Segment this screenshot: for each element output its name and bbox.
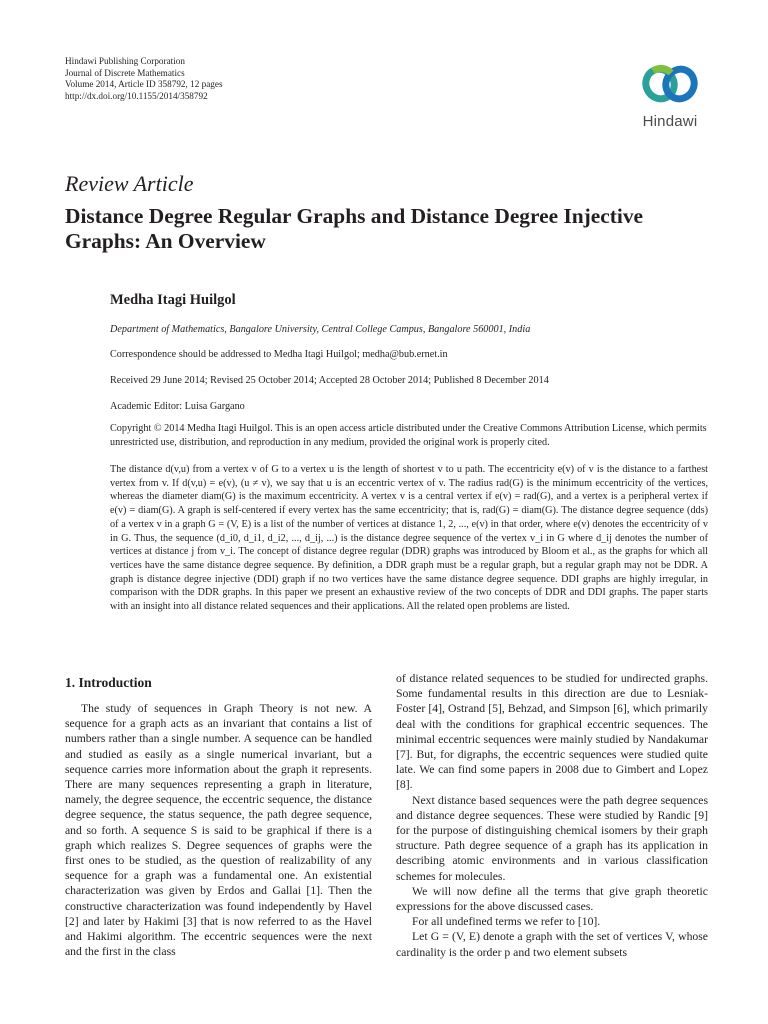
article-title: Distance Degree Regular Graphs and Distance Degree Injective Graphs: An Overview	[65, 204, 644, 253]
body-column-right	[396, 671, 708, 960]
logo-text: Hindawi	[642, 113, 698, 130]
paragraph: Let G = (V, E) denote a graph with the set of vertices V, whose cardinality is the order p and two element subsets	[396, 930, 708, 959]
doi-link[interactable]: http://dx.doi.org/10.1155/2014/358792	[65, 90, 208, 101]
correspondence: Correspondence should be addressed to Medha Itagi Huilgol; medha@bub.ernet.in	[110, 349, 448, 360]
paragraph: For all undefined terms we refer to [10].	[412, 915, 601, 929]
hindawi-logo	[631, 59, 709, 131]
affiliation: Department of Mathematics, Bangalore University, Central College Campus, Bangalore 560001, India	[110, 324, 531, 335]
publication-dates: Received 29 June 2014; Revised 25 October 2014; Accepted 28 October 2014; Published 8 December 2014	[110, 375, 549, 386]
paragraph: The study of sequences in Graph Theory is not new. A sequence for a graph acts as an invariant that contains a list of numbers rather than a single number. A sequence can be handled and studied as easily as a single numerical invariant, but a sequence carries more information about the graph it represents. There are many sequences representing a graph in literature, namely, the degree sequence, the eccentric sequence, the distance degree sequence, the status sequence, the path degree sequence, and so forth. A sequence S is said to be graphical if there is a graph which realizes S. Degree sequences of graphs were the first ones to be studied, as the question of realizability of any sequence for a graph was a fundamental one. An existential characterization was given by Erdos and Gallai [1]. Then the constructive characterization was found independently by Havel [2] and later by Hakimi [3] that is now referred to as the Havel and Hakimi algorithm. The eccentric sequences were the next and the first in the class	[65, 702, 372, 959]
publisher-name: Hindawi Publishing Corporation	[65, 56, 185, 66]
section-heading: 1. Introduction	[65, 675, 152, 690]
volume-info: Volume 2014, Article ID 358792, 12 pages	[65, 79, 223, 90]
article-type: Review Article	[65, 171, 194, 196]
academic-editor: Academic Editor: Luisa Gargano	[110, 401, 245, 412]
paragraph: We will now define all the terms that give graph theoretic expressions for the above discussed cases.	[396, 884, 708, 914]
paragraph: of distance related sequences to be studied for undirected graphs. Some fundamental results in this direction are due to Lesniak-Foster [4], Ostrand [5], Behzad, and Simpson [6], which primarily deal with the conditions for graphical eccentric sequences. The minimal eccentric sequences were mainly studied by Nandakumar [7]. But, for digraphs, the eccentric sequences were studied quite late. We can find some papers in 2008 due to Gimbert and Lopez [8].	[396, 672, 708, 792]
abstract: The distance d(v,u) from a vertex v of G to a vertex u is the length of shortest v to u path. The eccentricity e(v) of v is the distance to a farthest vertex from v. If d(v,u) = e(v), (u ≠ v), we say that u is an eccentric vertex of v. The radius rad(G) is the minimum eccentricity of the vertices, whereas the diameter diam(G) is the maximum eccentricity. A vertex v is a central vertex if e(v) = rad(G), and a vertex is a peripheral vertex if e(v) = diam(G). A graph is self-centered if every vertex has the same eccentricity; that is, rad(G) = diam(G). The distance degree sequence (dds) of a vertex v in a graph G = (V, E) is a list of the number of vertices at distance 1, 2, ..., e(v) in that order, where e(v) denotes the eccentricity of v in G. Thus, the sequence (d_i0, d_i1, d_i2, ..., d_ij, ...) is the distance degree sequence of the vertex v_i in G where d_ij denotes the number of vertices at distance j from v_i. The concept of distance degree regular (DDR) graphs was introduced by Bloom et al., as the graphs for which all vertices have the same distance degree sequence. By definition, a DDR graph must be a regular graph, but a regular graph may not be DDR. A graph is distance degree injective (DDI) graph if no two vertices have the same distance degree sequence. DDI graphs are highly irregular, in comparison with the DDR graphs. In this paper we present an exhaustive review of the two concepts of DDR and DDI graphs. The paper starts with an insight into all distance related sequences and their applications. All the related open problems are listed.	[110, 464, 708, 613]
paragraph: Next distance based sequences were the path degree sequences and distance degree sequences. These were studied by Randic [9] for the purpose of distinguishing chemical isomers by their graph structure. Path degree sequence of a graph has its application in describing atomic environments and in various classification schemes for molecules.	[396, 793, 708, 883]
hindawi-rings-icon	[631, 59, 709, 111]
body-column-left	[65, 701, 372, 959]
author-name: Medha Itagi Huilgol	[110, 292, 236, 308]
publication-info	[65, 56, 223, 102]
copyright-notice: Copyright © 2014 Medha Itagi Huilgol. This is an open access article distributed under the Creative Commons Attribution License, which permits unrestricted use, distribution, and reproduction in any medium, provided the original work is properly cited.	[110, 423, 707, 448]
journal-name: Journal of Discrete Mathematics	[65, 67, 185, 78]
